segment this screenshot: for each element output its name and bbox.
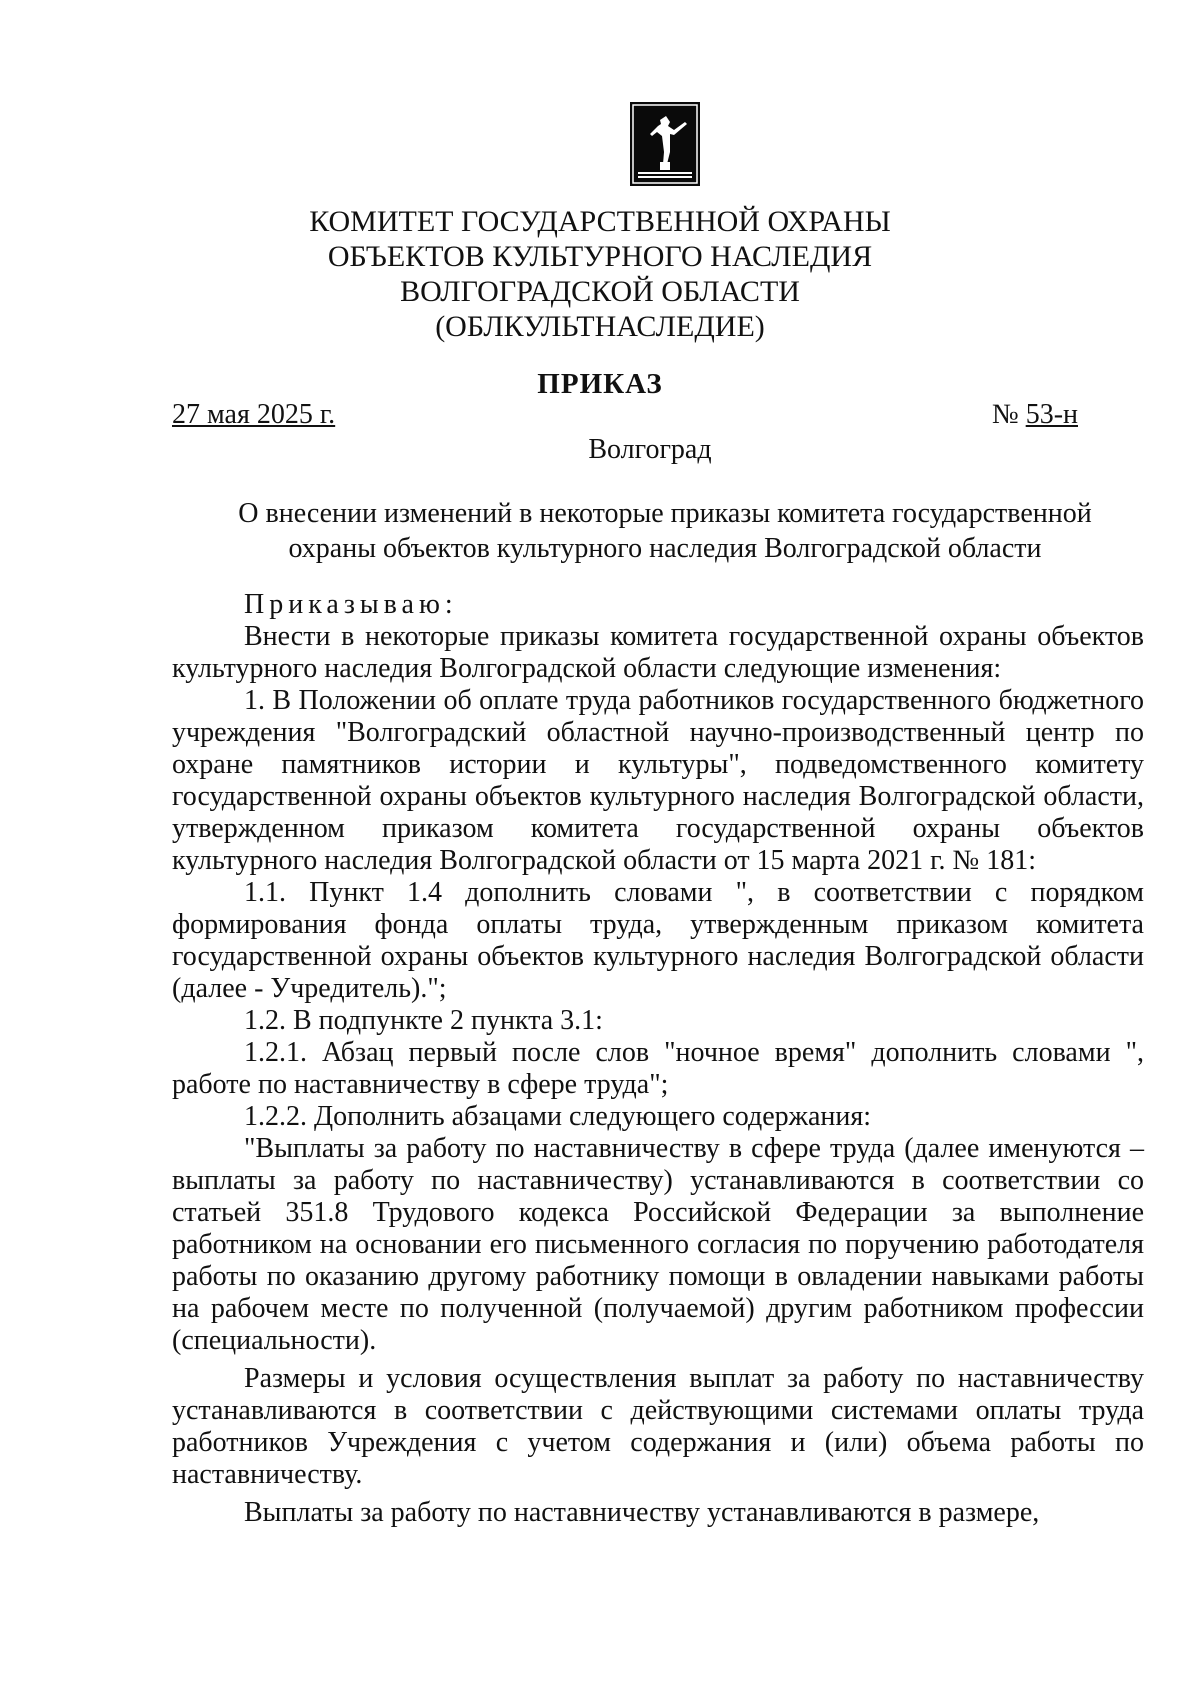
body-paragraph: Размеры и условия осуществления выплат за работу по наставничеству устанавливаются в соответствии с действующими системами оплаты труда работников Учреждения с учетом содержания и (или) объема работы по наставничеству. <box>172 1363 1144 1490</box>
org-line: (ОБЛКУЛЬТНАСЛЕДИЕ) <box>435 310 765 343</box>
document-city: Волгоград <box>588 434 712 465</box>
body-paragraph: Внести в некоторые приказы комитета государственной охраны объектов культурного наследия Волгоградской области следующие изменения: <box>172 621 1144 684</box>
body-paragraph: 1.1. Пункт 1.4 дополнить словами ", в соответствии с порядком формирования фонда оплаты труда, утвержденным приказом комитета государственной охраны объектов культурного наследия Волгоградской области (далее - Учредитель)."; <box>172 877 1144 1004</box>
body-paragraph: "Выплаты за работу по наставничеству в сфере труда (далее именуются – выплаты за работу по наставничеству) устанавливаются в соответствии со статьей 351.8 Трудового кодекса Российской Федерации за выполнение работником на основании его письменного согласия по поручению работодателя работы по оказанию другому работнику помощи в овладении навыками работы на рабочем месте по полученной (получаемой) другим работником профессии (специальности). <box>172 1133 1144 1356</box>
body-paragraph: 1.2.2. Дополнить абзацами следующего содержания: <box>244 1101 872 1132</box>
org-line: ОБЪЕКТОВ КУЛЬТУРНОГО НАСЛЕДИЯ <box>327 240 873 273</box>
organization-name <box>0 204 1200 344</box>
document-number <box>992 399 1078 431</box>
body-paragraph: 1.2. В подпункте 2 пункта 3.1: <box>244 1005 603 1036</box>
document-date: 27 мая 2025 г. <box>172 399 336 430</box>
body-paragraph: Выплаты за работу по наставничеству устанавливаются в размере, <box>244 1497 1040 1528</box>
subject-line: охраны объектов культурного наследия Волгоградской области <box>288 533 1042 564</box>
volgograd-coat-of-arms-icon <box>630 102 700 186</box>
body-paragraph: 1. В Положении об оплате труда работников государственного бюджетного учреждения "Волгоградский областной научно-производственный центр по охране памятников истории и культуры", подведомственного комитету государственной охраны объектов культурного наследия Волгоградской области, утвержденном приказом комитета государственной охраны объектов культурного наследия Волгоградской области от 15 марта 2021 г. № 181: <box>172 685 1144 876</box>
document-subject <box>0 496 1200 566</box>
org-line: ВОЛГОГРАДСКОЙ ОБЛАСТИ <box>400 275 800 308</box>
number-value: 53-н <box>1025 399 1078 430</box>
document-body <box>172 589 1144 1529</box>
org-line: КОМИТЕТ ГОСУДАРСТВЕННОЙ ОХРАНЫ <box>309 205 891 238</box>
subject-line: О внесении изменений в некоторые приказы комитета государственной <box>238 498 1092 529</box>
number-sign: № <box>991 399 1019 430</box>
document-type: ПРИКАЗ <box>537 368 663 400</box>
order-word: Приказываю: <box>244 589 458 620</box>
body-paragraph: 1.2.1. Абзац первый после слов "ночное время" дополнить словами ", работе по наставничеству в сфере труда"; <box>172 1037 1144 1100</box>
